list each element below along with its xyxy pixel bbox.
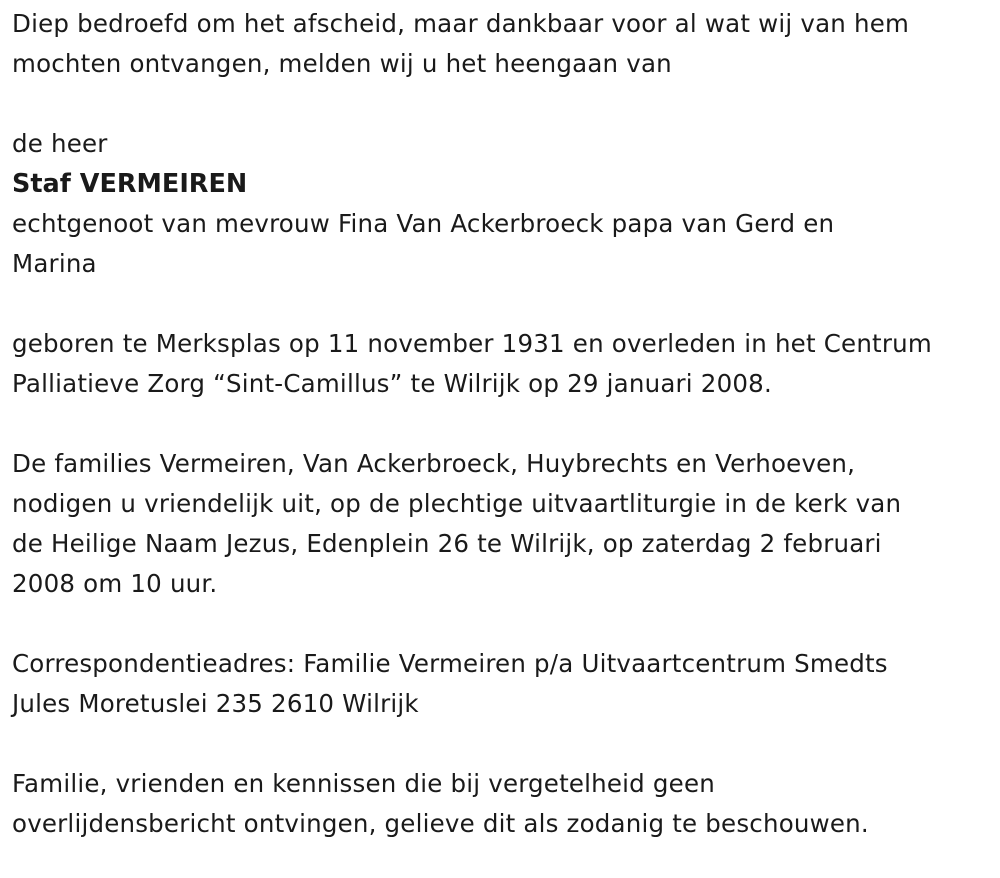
- intro-line: mochten ontvangen, melden wij u het heengaan van: [12, 49, 672, 78]
- invitation-line: de Heilige Naam Jezus, Edenplein 26 te Wilrijk, op zaterdag 2 februari: [12, 529, 882, 558]
- invitation-line: De families Vermeiren, Van Ackerbroeck, Huybrechts en Verhoeven,: [12, 449, 856, 478]
- paragraph-spacer: [12, 404, 987, 444]
- invitation-paragraph: [12, 444, 987, 604]
- salutation: de heer: [12, 129, 108, 158]
- birth-death-line: Palliatieve Zorg “Sint-Camillus” te Wilrijk op 29 januari 2008.: [12, 369, 772, 398]
- paragraph-spacer: [12, 724, 987, 764]
- deceased-name: Staf VERMEIREN: [12, 169, 248, 199]
- correspondence-paragraph: [12, 644, 987, 724]
- relations-line: Marina: [12, 249, 97, 278]
- paragraph-spacer: [12, 604, 987, 644]
- invitation-line: nodigen u vriendelijk uit, op de plechtige uitvaartliturgie in de kerk van: [12, 489, 902, 518]
- relations-paragraph: [12, 204, 987, 284]
- correspondence-line: Jules Moretuslei 235 2610 Wilrijk: [12, 689, 419, 718]
- paragraph-spacer: [12, 284, 987, 324]
- relations-line: echtgenoot van mevrouw Fina Van Ackerbroeck papa van Gerd en: [12, 209, 835, 238]
- birth-death-line: geboren te Merksplas op 11 november 1931 en overleden in het Centrum: [12, 329, 932, 358]
- paragraph-spacer: [12, 84, 987, 124]
- closing-paragraph: [12, 764, 987, 844]
- intro-line: Diep bedroefd om het afscheid, maar dankbaar voor al wat wij van hem: [12, 9, 910, 38]
- invitation-line: 2008 om 10 uur.: [12, 569, 218, 598]
- correspondence-line: Correspondentieadres: Familie Vermeiren p/a Uitvaartcentrum Smedts: [12, 649, 888, 678]
- birth-death-paragraph: [12, 324, 987, 404]
- death-notice: [12, 4, 987, 844]
- closing-line: overlijdensbericht ontvingen, gelieve dit als zodanig te beschouwen.: [12, 809, 869, 838]
- closing-line: Familie, vrienden en kennissen die bij vergetelheid geen: [12, 769, 715, 798]
- intro-paragraph: [12, 4, 987, 84]
